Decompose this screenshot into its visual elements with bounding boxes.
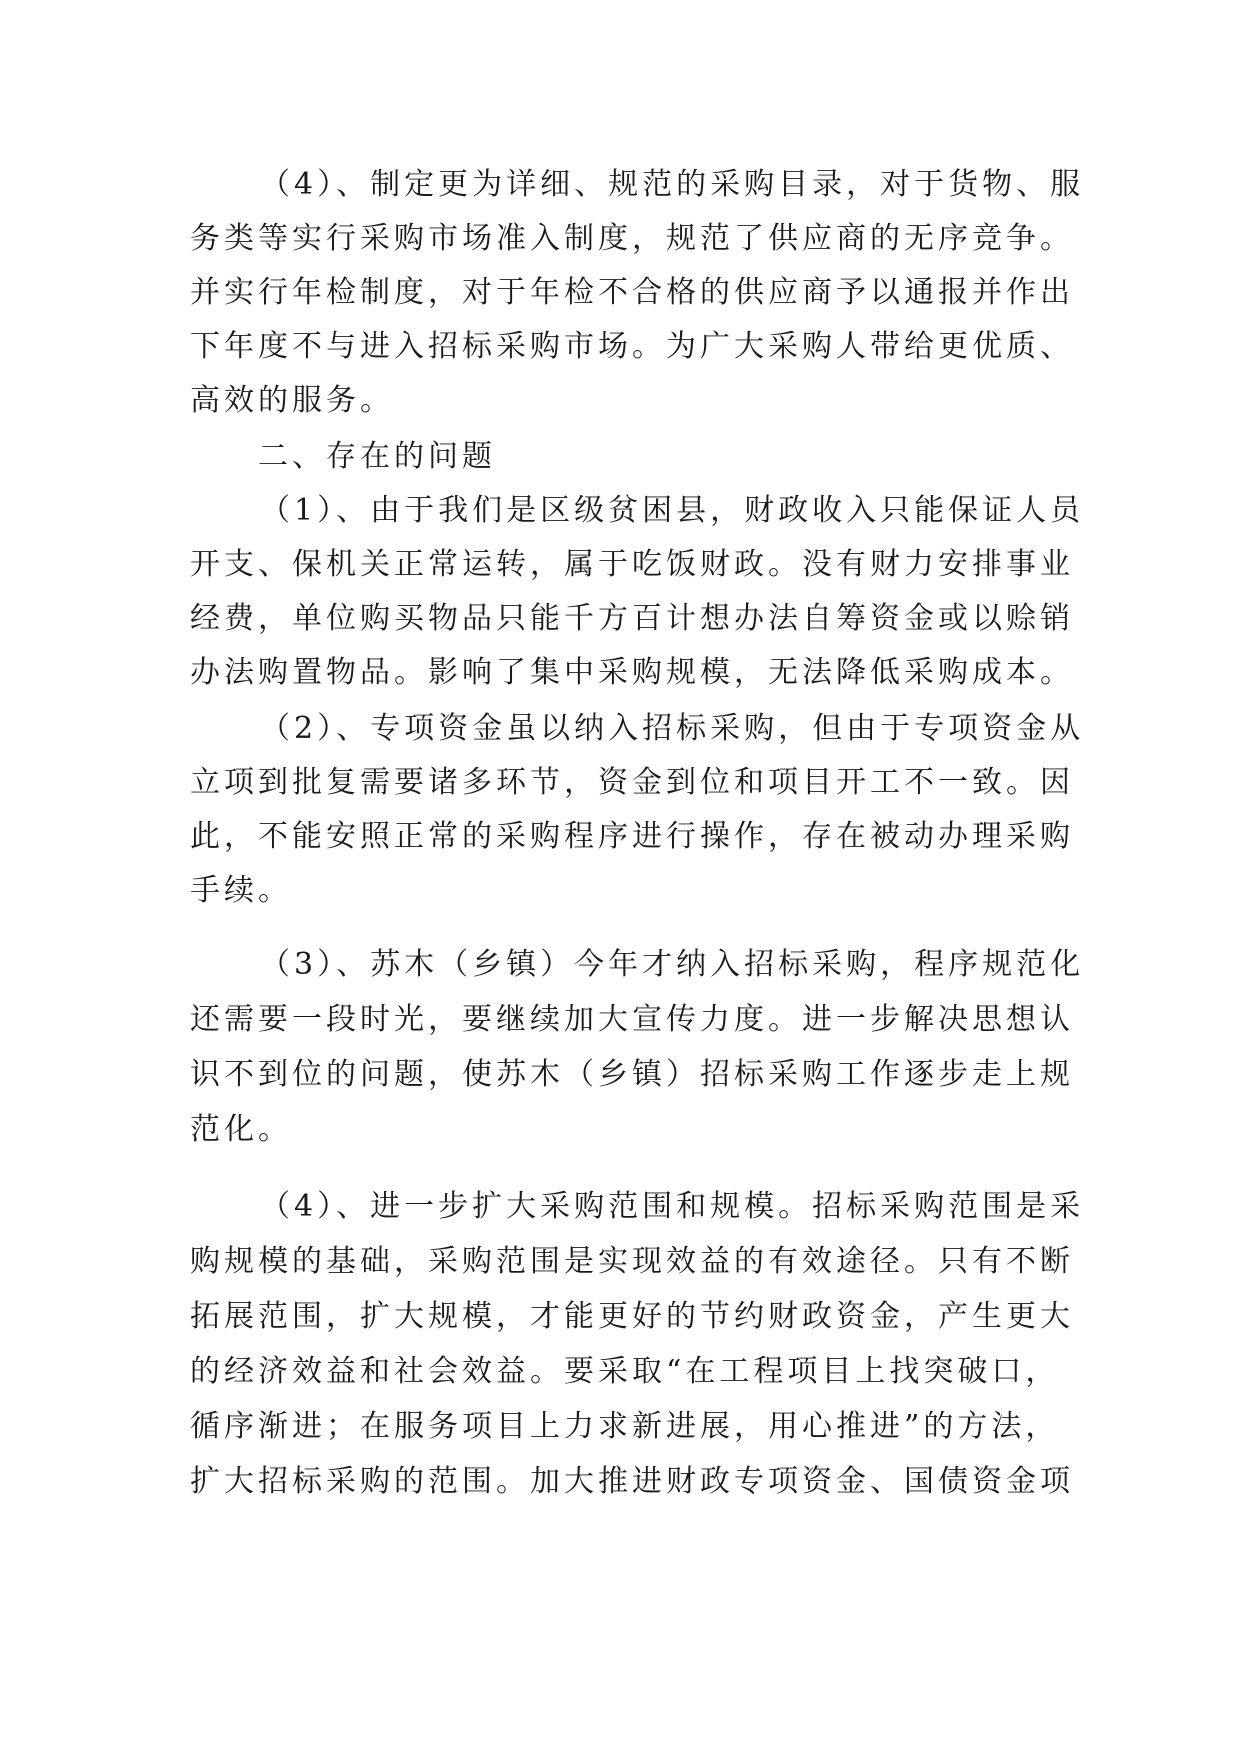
text-line: 高效的服务。: [190, 383, 394, 418]
text-line: 并实行年检制度，对于年检不合格的供应商予以通报并作出: [190, 275, 1074, 310]
text-line: （2）、专项资金虽以纳入招标采购，但由于专项资金从: [260, 711, 1085, 746]
text-line: 循序渐进；在服务项目上力求新进展，用心推进”的方法，: [190, 1409, 1060, 1444]
text-line: （4）、进一步扩大采购范围和规模。招标采购范围是采: [260, 1189, 1085, 1224]
text-line: 务类等实行采购市场准入制度，规范了供应商的无序竞争。: [190, 221, 1074, 256]
text-line: 的经济效益和社会效益。要采取“在工程项目上找突破口，: [190, 1354, 1060, 1389]
text-line: 还需要一段时光，要继续加大宣传力度。进一步解决思想认: [190, 1002, 1074, 1037]
section-heading: 二、存在的问题: [258, 439, 496, 474]
text-line: 扩大招标采购的范围。加大推进财政专项资金、国债资金项: [190, 1464, 1074, 1499]
text-line: 此，不能安照正常的采购程序进行操作，存在被动办理采购: [190, 819, 1074, 854]
text-line: 立项到批复需要诸多环节，资金到位和项目开工不一致。因: [190, 765, 1074, 800]
text-line: （4）、制定更为详细、规范的采购目录，对于货物、服: [260, 167, 1085, 202]
text-line: （1）、由于我们是区级贫困县，财政收入只能保证人员: [260, 493, 1085, 528]
text-line: 识不到位的问题，使苏木（乡镇）招标采购工作逐步走上规: [190, 1057, 1074, 1092]
text-line: 拓展范围，扩大规模，才能更好的节约财政资金，产生更大: [190, 1299, 1074, 1334]
text-line: 手续。: [190, 873, 292, 908]
text-line: 经费，单位购买物品只能千方百计想办法自筹资金或以赊销: [190, 601, 1074, 636]
text-line: 购规模的基础，采购范围是实现效益的有效途径。只有不断: [190, 1244, 1074, 1279]
text-line: 范化。: [190, 1112, 292, 1147]
text-line: 开支、保机关正常运转，属于吃饭财政。没有财力安排事业: [190, 547, 1074, 582]
text-line: （3）、苏木（乡镇）今年才纳入招标采购，程序规范化: [260, 947, 1085, 982]
text-line: 办法购置物品。影响了集中采购规模，无法降低采购成本。: [190, 655, 1074, 690]
text-line: 下年度不与进入招标采购市场。为广大采购人带给更优质、: [190, 329, 1074, 364]
